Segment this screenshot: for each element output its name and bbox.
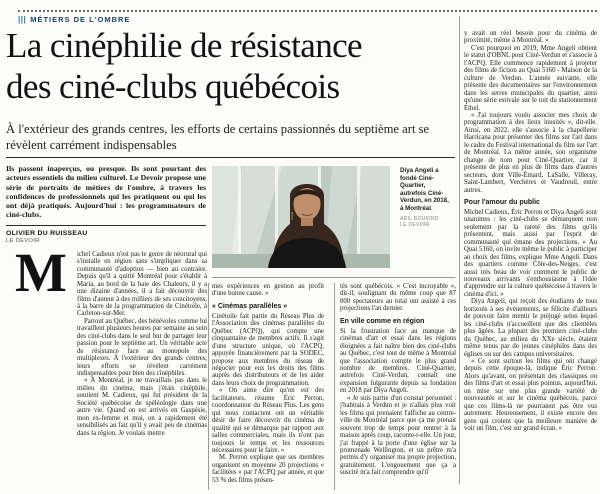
column-rule-b-c [334, 283, 335, 490]
article-paragraph: y avait un réel besoin pour du cinéma de proximité, même à Montréal. » [464, 30, 597, 45]
column-a-body [77, 251, 207, 437]
byline-publication: LE DEVOIR [6, 237, 40, 244]
photo-credit-publication: LE DEVOIR [400, 222, 430, 229]
photo-caption [400, 167, 453, 229]
article-paragraph: C'est pourquoi en 2019, Mme Angeli obtient le statut d'OBNL pour Ciné-Verdun et s'associe à l'ACPQ. Elle commence rapidement à projeter des films de fiction au Quai 5160 - Maison de la culture de Verdun. L'année suivante, elle présente des documentaires sur l'environnement dans les serres municipales du quartier, ainsi qu'une série estivale sur le toit du stationnement Éthel. [464, 44, 598, 112]
photo-bottom-rule [212, 277, 455, 278]
article-paragraph: « Ce sont surtout les films qui ont changé depuis cette époque-là, indique Éric Perron. Alors qu'avant, on présentait des classiques ou des films d'art et essai plus pointus, aujourd'hui, on mise sur une plus grande variété de nouveautés et sur le cinéma québécois, parce que ces films-là ne pourraient pas être vus autrement. Heureusement, il existe encore des gens qui croient que la meilleure manière de voir un film, c'est sur grand écran. » [464, 357, 597, 433]
intro-text: Ils passent inaperçus, ou presque. Ils sont pourtant des acteurs essentiels du milieu culturel. Le Devoir propose une série de portraits de métiers de l'ombre, à travers les confidences de professionnels qui les pratiquent ou qui les ont déjà pratiqués. Aujourd'hui : les programmateurs de ciné-clubs. [6, 164, 206, 220]
section-kicker [18, 15, 130, 24]
headline-line1: La cinéphilie de résistance [6, 26, 362, 65]
article-paragraph: « J'ai toujours voulu associer mes choix de programmation à des lieux inusités », dit-elle. Ainsi, en 2022, elle s'associe à la chapellerie Harricana pour présenter des films sur l'art dans le cadre du Festival international du film sur l'art de Montréal. La même année, son organisme change de nom pour Ciné-Quartier, car il présente de plus en plus de films dans d'autres secteurs, dont Ville-Émard, LaSalle, Villeray, Saint-Lambert, Verchères et Vaudreuil, entre autres. [464, 111, 597, 194]
article-paragraph: « Je suis partie d'un constat personnel : j'habitais à Verdun et je n'allais plus voir les films qui prenaient l'affiche au centre-ville de Montréal parce que ça me prenait souvent trop de temps pour rentrer à la maison après coup, raconte-t-elle. Un jour, j'ai frappé à la porte d'une église sur la promenade Wellington, et un prêtre m'a permis d'y organiser ma propre projection, gratuitement. L'engouement que ça a suscité m'a fait comprendre qu'il [340, 394, 456, 477]
column-lede [6, 164, 207, 494]
article-paragraph: M. Perron explique que ses membres organisent en moyenne 20 projections « facilitées » par l'ACPQ par année, et que 53 % des films présen- [212, 454, 324, 484]
column-c [340, 283, 456, 491]
column-d [464, 30, 597, 462]
photo-caption-text: Diya Angeli a fondé Ciné-Quartier, autrefois Ciné-Verdun, en 2018, à Montréal. [400, 167, 449, 212]
column-rule-a-b [208, 283, 209, 490]
byline-author: OLIVIER DU RUISSEAU [6, 229, 88, 237]
top-dotted-rule [18, 10, 597, 12]
article-paragraph: « On aime dire qu'on est des facilitateurs, résume Éric Perron, coordonnateur du Réseau Plus. Les gens qui nous contactent ont un véritable désir de faire découvrir du cinéma de qualité qui se démarque par rapport aux salles commerciales, mais ils n'ont pas toujours le temps et les ressources nécessaires pour le faire. » [212, 387, 324, 455]
article-headline [6, 26, 458, 107]
photo-diya-angeli [212, 166, 390, 268]
section-subhead-en-ville: En ville comme en région [340, 317, 425, 325]
column-b [212, 283, 324, 491]
column-rule-c-d [459, 16, 460, 484]
article-paragraph: Diya Angeli, qui reçoit des étudiants de tous horizons à ses événements, se félicite d'ailleurs de pouvoir faire mentir le préjugé selon lequel les ciné-clubs n'accueillent que des clientèles plus âgées. La plupart des premiers ciné-clubs du Québec, au milieu du XXe siècle, étaient même tenus par de jeunes cinéphiles dans des églises ou sur des campus universitaires. [464, 298, 597, 358]
headline-line2: des ciné-clubs québécois [6, 66, 340, 106]
kicker-label: MÉTIERS DE L'OMBRE [30, 15, 131, 24]
section-subhead-cinemas-paralleles: « Cinémas parallèles » [212, 302, 288, 310]
article-paragraph: tés sont québécois. « C'est incroyable », dit-il, soulignant du même coup que 87 000 spectateurs au total ont assisté à ces projections l'an dernier. [340, 283, 456, 313]
article-paragraph: Michel Cadieux, Éric Perron et Diya Angeli sont unanimes : les ciné-clubs se démarquent non seulement par la rareté des films qu'ils présentent, mais aussi par l'esprit de communauté qui émane des projections. « Au Quai 5160, on invite même le public à participer au choix des films, explique Mme Angeli. Dans des quartiers comme Côte-des-Neiges, c'est aussi très beau de voir comment le public de nouveaux arrivants s'enthousiasme à l'idée d'apprendre sur la culture québécoise à travers le cinéma d'ici. » [464, 208, 597, 298]
dropcap-letter: M [15, 242, 67, 303]
lede-divider-rule [6, 157, 455, 158]
article-paragraph: mes expériences en gestion au profit d'une bonne cause. » [212, 283, 324, 298]
photo-credit-name: ADIL BOUKIND [400, 215, 439, 222]
article-paragraph: ichel Cadieux n'est pas le genre de néorural qui s'installe en région sans s'impliquer dans sa communauté d'adoption — bien au contraire. Depuis qu'il a quitté Montréal pour s'établir à Maria, au bord de la baie des Chaleurs, il y a une dizaine d'années, il a fait découvrir des films d'auteur à des milliers de ses concitoyens, à la barre de la programmation de Cinétoile, à Carleton-sur-Mer. [77, 250, 207, 318]
article-paragraph: Cinétoile fait partie du Réseau Plus de l'Association des cinémas parallèles du Québec (ACPQ), qui compte une cinquantaine de membres actifs. Il s'agit d'une structure unique, où l'ACPQ, appuyée financièrement par la SODEC, propose aux membres du réseau de négocier pour eux les droits des films auprès des distributeurs et de les aider dans leurs choix de programmation. [212, 312, 324, 387]
photo-illustration [212, 166, 390, 268]
section-subhead-amour-du-public: Pour l'amour du public [464, 198, 540, 206]
photo-credit [400, 216, 453, 229]
byline-rule [6, 225, 206, 226]
article-paragraph: Partout au Québec, des bénévoles comme lui travaillent plusieurs heures par semaine au sein des ciné-clubs dans le seul but de partager leur passion pour le septième art. Un véritable acte de résistance face au monopole des multiplexes. À l'extérieur des grands centres, leurs efforts se révèlent carrément indispensables pour bien des cinéphiles. [77, 317, 207, 378]
article-subhead: À l'extérieur des grands centres, les efforts de certains passionnés du septième art se révèlent carrément indispensables [6, 122, 430, 152]
article-paragraph: « À Montréal, je ne travaillais pas dans le milieu du cinéma, mais j'étais cinéphile, soutient M. Cadieux, qui fut président de la Société québécoise de spéléologie dans une autre vie. Quand on est arrivés en Gaspésie, mon ex-femme et moi, on a rapidement été sensibilisés au fait qu'il y avait peu de cinémas dans la région. Je voulais mettre [77, 377, 207, 437]
kicker-bars-icon: ||| [18, 15, 27, 24]
article-paragraph: Si la frustration face au manque de cinémas d'art et essai dans les régions éloignées a fait naître bien des ciné-clubs au Québec, c'est tout de même à Montréal que l'association compte le plus grand nombre de membres. Ciné-Quartier, autrefois Ciné-Verdun, connaît une expansion fulgurante depuis sa fondation en 2018 par Diya Angeli. [340, 327, 456, 395]
